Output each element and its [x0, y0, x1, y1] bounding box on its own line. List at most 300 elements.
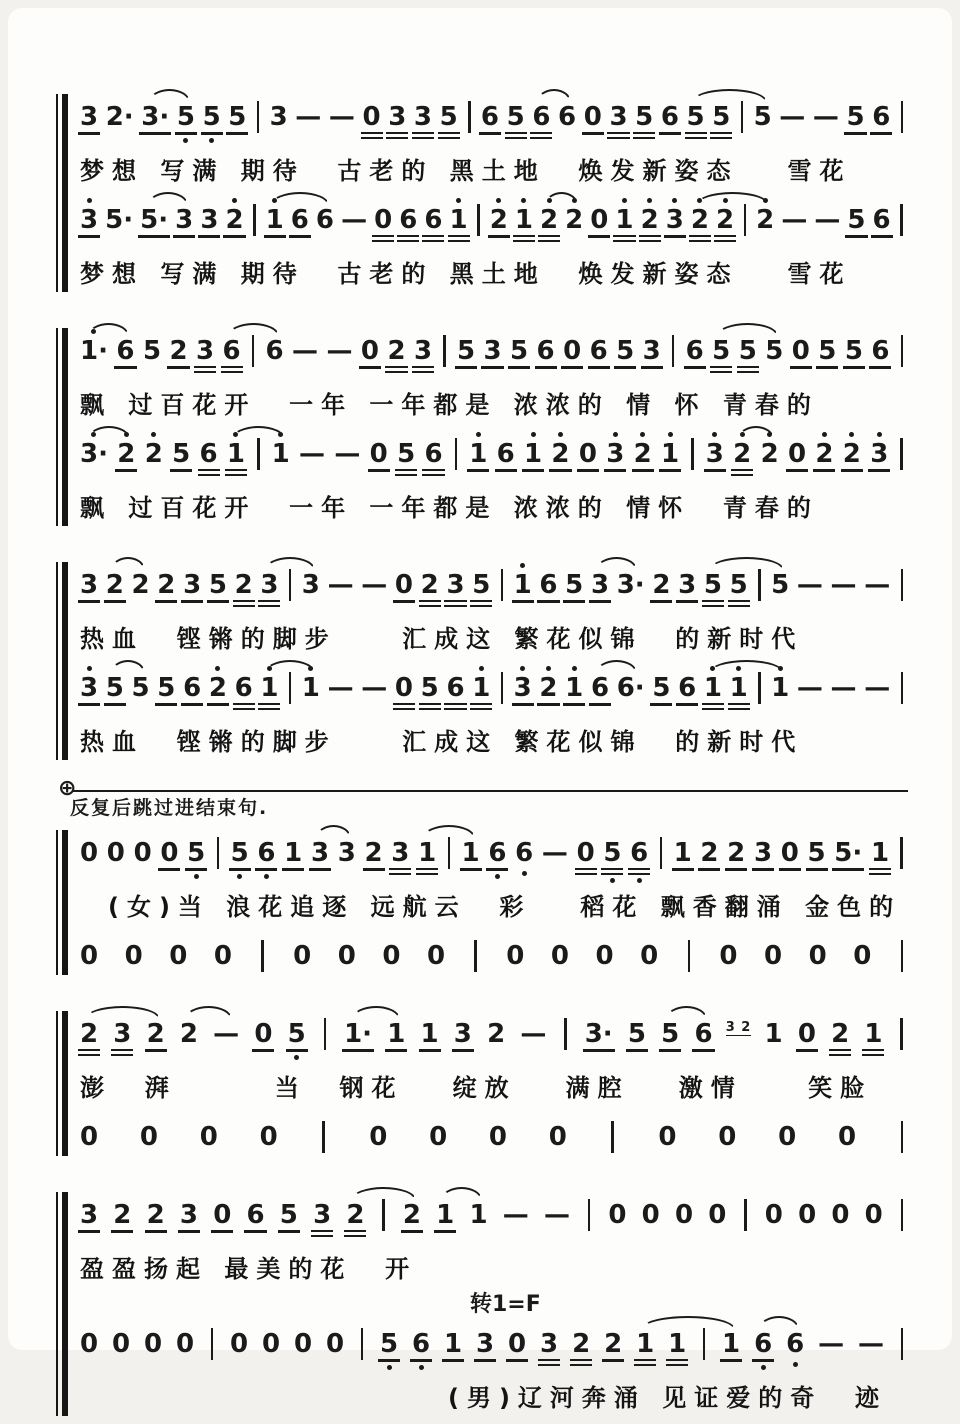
rest-note	[716, 1112, 738, 1162]
low-octave-dot	[610, 878, 615, 883]
octave-dot-slot	[456, 195, 461, 205]
octave-dot-slot	[496, 195, 501, 205]
barline-glyph	[900, 204, 903, 236]
note	[181, 663, 203, 716]
note-digit: 5	[710, 336, 732, 373]
high-octave-dot	[849, 432, 854, 437]
barline-glyph	[900, 438, 903, 470]
note-digit: 2	[731, 439, 753, 476]
note-digit: 0	[213, 941, 233, 971]
barline-glyph	[660, 837, 663, 869]
rest-note	[252, 1009, 274, 1062]
note-digit: 2	[487, 1019, 506, 1049]
note-digit: 6	[870, 102, 892, 135]
note-digit: 6	[444, 673, 466, 710]
rest-note	[561, 326, 583, 379]
note	[474, 1319, 496, 1372]
note	[495, 429, 517, 482]
note	[639, 195, 661, 252]
note	[676, 663, 698, 716]
note-digit: 0	[139, 1122, 158, 1152]
barline	[252, 92, 264, 133]
high-octave-dot	[520, 666, 525, 671]
note-digit: 2	[632, 439, 654, 472]
note-digit: 3·	[139, 102, 171, 135]
barline-glyph	[448, 837, 451, 869]
barline	[463, 92, 475, 133]
note-digit: 2	[829, 1019, 851, 1056]
octave-dot-slot	[194, 871, 199, 881]
barline	[607, 1112, 619, 1153]
note-digit: 3	[389, 838, 411, 875]
note-digit: —	[292, 336, 319, 366]
rest-note	[211, 1190, 233, 1243]
note-digit: 6	[244, 1200, 266, 1233]
note-digit: 1	[513, 205, 535, 242]
note-digit: 5	[702, 570, 724, 607]
note-digit: 1·	[80, 336, 108, 366]
rest-note	[367, 1112, 389, 1162]
note	[650, 663, 672, 716]
note	[563, 560, 585, 613]
note	[479, 92, 501, 145]
note	[412, 326, 434, 383]
barline	[206, 1319, 218, 1360]
rest-note	[763, 1190, 785, 1240]
note-digit: —	[502, 1200, 529, 1230]
barline-glyph	[361, 1328, 364, 1360]
note-digit: 5	[378, 1329, 400, 1362]
note	[389, 828, 411, 885]
note	[862, 1009, 884, 1066]
duration-dash	[856, 1319, 886, 1369]
note	[676, 560, 698, 613]
note-digit: 0	[229, 1329, 249, 1359]
slur-arc	[271, 192, 330, 205]
rest-note	[796, 1190, 818, 1240]
note	[419, 560, 441, 617]
note-digit: 3	[607, 102, 629, 139]
note-digit: 0	[80, 941, 99, 971]
note-digit: 0	[337, 941, 356, 971]
rest-note	[174, 1319, 196, 1369]
note	[628, 828, 650, 885]
rest-note	[577, 429, 599, 482]
note-digit: 6	[255, 838, 277, 871]
note	[871, 195, 893, 248]
note-digit: 6	[410, 1329, 432, 1362]
slur-arc	[148, 192, 189, 205]
note-digit: 3	[589, 570, 611, 603]
note-digit: 0	[548, 1122, 567, 1152]
note	[869, 828, 891, 885]
barline-glyph	[901, 1328, 904, 1360]
note-digit: 3	[604, 439, 626, 472]
slur-arc	[232, 426, 286, 439]
slur-arc	[441, 1187, 483, 1200]
note	[470, 560, 492, 617]
note-digit: 0	[831, 1200, 850, 1230]
note-digit: —	[796, 673, 823, 703]
duration-dash	[501, 1190, 531, 1240]
duration-dash	[327, 92, 357, 142]
note	[410, 1319, 432, 1372]
note-digit: 0	[382, 941, 401, 971]
note-digit: 0	[798, 1200, 817, 1230]
rest-note	[78, 828, 100, 878]
barline-glyph	[501, 672, 504, 704]
rest-note	[790, 326, 812, 379]
note-digit: 0	[80, 1329, 99, 1359]
note-digit: —	[299, 439, 326, 469]
voice-line	[78, 1319, 908, 1376]
high-octave-dot	[87, 666, 92, 671]
slur-arc	[111, 660, 146, 673]
duration-dash	[324, 326, 354, 376]
barline-glyph	[691, 438, 694, 470]
note	[155, 560, 177, 613]
octave-dot-slot	[761, 1362, 766, 1372]
high-octave-dot	[613, 432, 618, 437]
octave-dot-slot	[622, 195, 627, 205]
barline	[655, 828, 667, 869]
note-digit: 5	[438, 102, 460, 139]
rest-note	[123, 931, 145, 981]
note-digit: 5	[131, 673, 150, 703]
note-digit: 3	[868, 439, 890, 472]
note	[226, 92, 248, 145]
note-digit: 0	[608, 1200, 627, 1230]
note-digit: 1	[225, 439, 247, 476]
note	[602, 1319, 624, 1372]
note-digit: 0	[124, 941, 143, 971]
note-digit: —	[858, 1329, 885, 1359]
slur-arc	[596, 557, 638, 570]
note	[613, 195, 635, 252]
note-digit: —	[812, 102, 839, 132]
barline	[496, 663, 508, 704]
note-digit: 0	[259, 1122, 278, 1152]
note-digit: 5	[419, 673, 441, 710]
barline-glyph	[211, 1328, 214, 1360]
note-digit: 6	[537, 570, 559, 603]
note	[659, 429, 681, 482]
low-octave-dot	[183, 138, 188, 143]
note-digit: 3	[173, 205, 195, 238]
note-digit: 0	[427, 941, 446, 971]
barline	[896, 326, 908, 367]
note-digit: 0	[796, 1019, 818, 1052]
note-digit: 6	[869, 336, 891, 369]
note-digit: 1	[271, 439, 290, 469]
rest-note	[372, 195, 394, 252]
low-octave-dot	[761, 1365, 766, 1370]
rest-note	[504, 931, 526, 981]
barline	[896, 1009, 908, 1050]
high-octave-dot	[672, 198, 677, 203]
octave-dot-slot	[610, 875, 615, 885]
slur-arc	[666, 1006, 708, 1019]
note-digit: 2	[419, 570, 441, 607]
slur-arc	[85, 1006, 161, 1019]
octave-dot-slot	[793, 1359, 798, 1369]
high-octave-dot	[151, 432, 156, 437]
note	[397, 195, 419, 252]
note-digit: 0	[326, 1329, 345, 1359]
note	[513, 195, 535, 252]
key-change-label: 转1=F	[470, 1292, 541, 1317]
note	[167, 326, 189, 379]
note	[419, 1009, 441, 1062]
note-digit: 6	[752, 1329, 774, 1362]
note-digit: 0	[808, 941, 827, 971]
note-digit: 1	[448, 205, 470, 242]
note-digit: 0	[719, 941, 738, 971]
slur-arc	[596, 660, 638, 673]
slur-arc	[88, 426, 131, 439]
note-digit: 0	[361, 102, 383, 139]
barline	[249, 195, 261, 236]
note-digit: —	[361, 673, 388, 703]
note	[470, 663, 492, 720]
note-digit: 6	[871, 205, 893, 238]
octave-dot-slot	[387, 1362, 392, 1372]
note-digit: 1	[460, 838, 482, 871]
rest-note	[656, 1112, 678, 1162]
high-octave-dot	[215, 666, 220, 671]
rest-note	[796, 1009, 818, 1062]
barline-glyph	[257, 101, 260, 133]
note	[508, 326, 530, 379]
note-digit: 2	[155, 570, 177, 603]
high-octave-dot	[647, 198, 652, 203]
note-digit: 6	[495, 439, 517, 472]
note	[233, 663, 255, 720]
barline	[317, 1112, 329, 1153]
note	[229, 828, 251, 881]
note	[141, 326, 163, 376]
lyric-line: 梦想 写满 期待 古老的 黑土地 焕发新姿态 雪花	[80, 260, 852, 288]
note	[185, 828, 207, 881]
rest-note	[786, 429, 808, 482]
note-digit: 0	[577, 439, 599, 472]
barline	[450, 429, 462, 470]
note-digit: 0	[561, 336, 583, 369]
note	[843, 326, 865, 379]
note-digit: —	[541, 838, 568, 868]
octave-dot-slot	[572, 663, 577, 673]
note	[672, 828, 694, 881]
barline-glyph	[257, 438, 260, 470]
duration-dash	[829, 560, 859, 610]
note-digit: 2	[538, 205, 560, 242]
note	[488, 195, 510, 248]
slur-arc	[316, 825, 352, 838]
note	[198, 195, 220, 248]
note	[444, 560, 466, 617]
note	[386, 92, 408, 149]
note	[170, 429, 192, 482]
note-digit: 6	[589, 673, 611, 706]
note	[422, 429, 444, 486]
lyric-line: (男)辽河奔涌 见证爱的奇 迹	[448, 1384, 888, 1412]
slur-arc	[423, 825, 476, 838]
note-digit: 1	[416, 838, 438, 875]
slur-arc	[111, 557, 146, 570]
note	[201, 92, 223, 145]
note-digit: 5	[753, 102, 772, 132]
note	[385, 326, 407, 383]
high-octave-dot	[622, 198, 627, 203]
note	[601, 828, 623, 885]
note-digit: 2	[602, 1329, 624, 1362]
note-digit: 3	[198, 205, 220, 238]
barline-glyph	[688, 940, 691, 972]
note	[664, 195, 686, 248]
note-digit: 3	[752, 838, 774, 871]
note-digit: 0	[368, 439, 390, 472]
lyric-line: 飘 过百花开 一年 一年都是 浓浓的 情 怀 青春的	[80, 391, 819, 419]
voice-line	[78, 931, 908, 981]
rest-note	[260, 1319, 282, 1369]
high-octave-dot	[640, 432, 645, 437]
barline-glyph	[758, 672, 761, 704]
note-digit: 1	[469, 1200, 488, 1230]
note-digit: 1	[764, 1019, 783, 1049]
duration-dash	[326, 663, 356, 713]
note-digit: 6	[114, 336, 136, 369]
note-digit: —	[341, 205, 368, 235]
rest-note	[258, 1112, 280, 1162]
note-digit: 6	[659, 102, 681, 135]
low-octave-dot	[237, 874, 242, 879]
coda-label: 反复后跳过进结束句.	[70, 797, 269, 819]
octave-dot-slot	[87, 195, 92, 205]
slur-arc	[265, 660, 316, 673]
octave-dot-slot	[637, 875, 642, 885]
note-digit: 6	[486, 838, 508, 871]
note	[395, 429, 417, 486]
note-digit: 6	[479, 102, 501, 135]
note-digit: 6	[422, 205, 444, 242]
barline	[896, 828, 908, 869]
barline-glyph	[900, 1018, 903, 1050]
note-digit: 1	[385, 1019, 407, 1052]
barline-glyph	[611, 1121, 614, 1153]
note-digit: 3	[309, 838, 331, 871]
slur-arc	[709, 660, 785, 673]
octave-dot-slot	[531, 429, 536, 439]
note-digit: 5	[710, 102, 732, 139]
note-digit: 0	[595, 941, 614, 971]
octave-dot-slot	[419, 1362, 424, 1372]
grace-box	[726, 1019, 752, 1050]
barline-glyph	[253, 204, 256, 236]
barline	[896, 429, 908, 470]
rest-note	[78, 1319, 100, 1369]
note	[752, 828, 774, 881]
high-octave-dot	[546, 666, 551, 671]
barline-glyph	[477, 204, 480, 236]
system	[56, 822, 908, 983]
low-octave-dot	[637, 878, 642, 883]
system	[56, 1184, 908, 1424]
note-digit: 1	[659, 439, 681, 472]
note	[255, 828, 277, 881]
note-digit: 5	[142, 336, 162, 366]
note	[485, 1009, 507, 1059]
note-digit: 1	[634, 1329, 656, 1366]
octave-dot-slot	[546, 663, 551, 673]
note	[363, 828, 385, 881]
rest-note	[836, 1112, 858, 1162]
note-digit: 6	[422, 439, 444, 476]
note-digit: 5	[470, 570, 492, 607]
voice-line	[78, 92, 908, 149]
note-digit: 5	[626, 1019, 648, 1052]
rest-note	[78, 1112, 100, 1162]
note	[481, 326, 503, 379]
note-digit: 3	[664, 205, 686, 238]
note-digit: 2	[115, 439, 137, 472]
barline-glyph	[443, 335, 446, 367]
note-digit: 3	[641, 336, 663, 369]
note-digit: 5	[286, 1019, 308, 1052]
voice-line	[78, 828, 908, 885]
note-digit: 0	[550, 941, 569, 971]
note-digit: 3	[704, 439, 726, 472]
voice-line	[78, 429, 908, 486]
rest-note	[582, 92, 604, 145]
note-digit: 1·	[342, 1019, 374, 1052]
octave-dot-slot	[520, 560, 525, 570]
note-digit: —	[814, 205, 841, 235]
note-digit: 2	[760, 439, 779, 469]
note-digit: —	[520, 1019, 547, 1049]
note-digit: 6	[181, 673, 203, 706]
note-digit: 2	[223, 205, 245, 238]
barline-glyph	[901, 1121, 904, 1153]
note-digit: 5·	[105, 205, 134, 235]
note-digit: —	[830, 673, 857, 703]
note-digit: 2	[570, 1329, 592, 1366]
slur-arc	[537, 89, 572, 102]
barline-glyph	[468, 101, 471, 133]
note-digit: 3	[538, 1329, 560, 1366]
note-digit: 0	[708, 1200, 727, 1230]
note-digit: 3	[676, 570, 698, 603]
barline	[212, 828, 224, 869]
barline-glyph	[758, 569, 761, 601]
barline	[896, 92, 908, 133]
note	[467, 429, 489, 482]
note-digit: 2	[111, 1200, 133, 1233]
slur-arc	[641, 1316, 736, 1329]
grace-notes	[726, 1009, 752, 1060]
note-digit: 3	[481, 336, 503, 369]
note	[538, 1319, 560, 1376]
note-digit: 2	[639, 205, 661, 242]
note-digit: 6	[684, 336, 706, 369]
note-digit: 2	[537, 673, 559, 706]
note-digit: 1	[282, 838, 304, 871]
note-digit: 5	[104, 673, 126, 706]
barline-glyph	[900, 837, 903, 869]
low-octave-dot	[294, 1055, 299, 1060]
note	[155, 663, 177, 716]
octave-dot-slot	[822, 429, 827, 439]
rest-note	[717, 931, 739, 981]
